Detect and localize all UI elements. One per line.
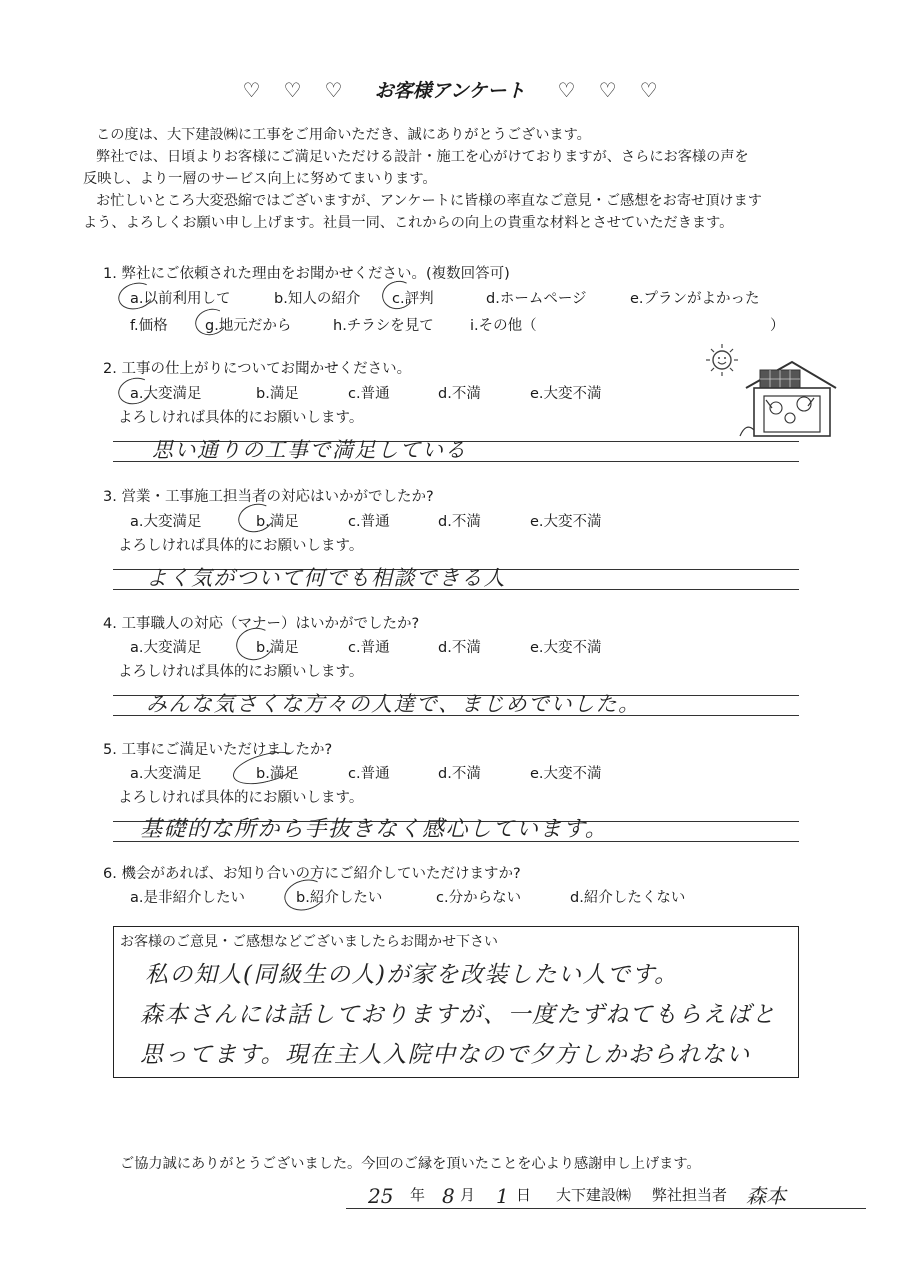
day-label: 日 xyxy=(516,1186,532,1204)
option-e[interactable]: e.プランがよかった xyxy=(630,291,760,307)
heart-icon: ♡ xyxy=(598,77,617,102)
option-c[interactable]: c.普通 xyxy=(348,514,390,530)
handwritten-comment-line: 思ってます。現在主人入院中なので夕方しかおられない xyxy=(140,1042,751,1068)
date-month: 8 xyxy=(442,1184,455,1208)
closing-message: ご協力誠にありがとうございました。今回のご縁を頂いたことを心より感謝申し上げます。 xyxy=(120,1156,701,1172)
option-b[interactable]: b.満足 xyxy=(256,766,299,782)
option-i-close: ） xyxy=(770,318,785,334)
option-d[interactable]: d.不満 xyxy=(438,766,481,782)
detail-request-label: よろしければ具体的にお願いします。 xyxy=(118,664,364,680)
option-b[interactable]: b.満足 xyxy=(256,640,299,656)
option-h[interactable]: h.チラシを見て xyxy=(333,318,434,334)
heart-icon: ♡ xyxy=(639,77,658,102)
option-a[interactable]: a.以前利用して xyxy=(130,291,231,307)
intro-line: この度は、大下建設㈱に工事をご用命いただき、誠にありがとうございます。 xyxy=(96,127,591,143)
answer-circle-mark xyxy=(115,279,157,313)
option-d[interactable]: d.紹介したくない xyxy=(570,890,686,906)
handwritten-answer: みんな気さくな方々の人達で、まじめでいした。 xyxy=(146,692,641,716)
option-c[interactable]: c.普通 xyxy=(348,640,390,656)
company-name: 大下建設㈱ xyxy=(556,1186,632,1204)
page-title: お客様アンケート xyxy=(374,80,526,102)
option-g[interactable]: g.地元だから xyxy=(205,318,292,334)
heart-icon: ♡ xyxy=(242,77,261,102)
intro-text xyxy=(83,124,836,234)
detail-request-label: よろしければ具体的にお願いします。 xyxy=(118,790,364,806)
option-a[interactable]: a.大変満足 xyxy=(130,766,202,782)
option-d[interactable]: d.不満 xyxy=(438,640,481,656)
comments-label: お客様のご意見・ご感想などございましたらお聞かせ下さい xyxy=(120,934,498,950)
handwritten-answer: 思い通りの工事で満足している xyxy=(152,438,467,462)
handwritten-comment-line: 私の知人(同級生の人)が家を改装したい人です。 xyxy=(145,962,679,988)
question-6: 6. 機会があれば、お知り合いの方にご紹介していただけますか? xyxy=(103,866,521,882)
option-b[interactable]: b.満足 xyxy=(256,514,299,530)
option-c[interactable]: c.評判 xyxy=(392,291,434,307)
detail-request-label: よろしければ具体的にお願いします。 xyxy=(118,410,364,426)
staff-name: 森本 xyxy=(746,1184,786,1208)
option-d[interactable]: d.不満 xyxy=(438,386,481,402)
survey-header xyxy=(0,76,900,103)
option-e[interactable]: e.大変不満 xyxy=(530,386,602,402)
handwritten-answer: 基礎的な所から手抜きなく感心しています。 xyxy=(140,817,609,842)
heart-icon: ♡ xyxy=(324,77,343,102)
option-b[interactable]: b.満足 xyxy=(256,386,299,402)
option-b[interactable]: b.紹介したい xyxy=(296,890,383,906)
option-c[interactable]: c.普通 xyxy=(348,766,390,782)
question-5: 5. 工事にご満足いただけましたか? xyxy=(103,742,333,758)
signature-line xyxy=(346,1208,866,1209)
question-1: 1. 弊社にご依頼された理由をお聞かせください。(複数回答可) xyxy=(103,266,510,282)
option-c[interactable]: c.普通 xyxy=(348,386,390,402)
question-4: 4. 工事職人の対応（マナー）はいかがでしたか? xyxy=(103,616,420,632)
heart-icon: ♡ xyxy=(283,77,302,102)
handwritten-comment-line: 森本さんには話しておりますが、一度たずねてもらえばと xyxy=(140,1002,777,1028)
option-b[interactable]: b.知人の紹介 xyxy=(274,291,361,307)
option-e[interactable]: e.大変不満 xyxy=(530,640,602,656)
intro-line: お忙しいところ大変恐縮ではございますが、アンケートに皆様の率直なご意見・ご感想をお寄せ頂けます xyxy=(96,193,762,209)
staff-label: 弊社担当者 xyxy=(652,1186,728,1204)
question-2: 2. 工事の仕上がりについてお聞かせください。 xyxy=(103,361,412,377)
date-day: 1 xyxy=(496,1184,509,1208)
option-a[interactable]: a.大変満足 xyxy=(130,514,202,530)
option-e[interactable]: e.大変不満 xyxy=(530,514,602,530)
question-3: 3. 営業・工事施工担当者の対応はいかがでしたか? xyxy=(103,489,434,505)
intro-line: よう、よろしくお願い申し上げます。社員一同、これからの向上の貴重な材料とさせていただきます。 xyxy=(83,215,734,231)
option-c[interactable]: c.分からない xyxy=(436,890,522,906)
family-house-illustration xyxy=(700,342,840,442)
heart-icon: ♡ xyxy=(557,77,576,102)
intro-line: 反映し、より一層のサービス向上に努めてまいります。 xyxy=(83,171,437,187)
option-i[interactable]: i.その他（ xyxy=(470,318,537,334)
year-label: 年 xyxy=(410,1186,426,1204)
option-e[interactable]: e.大変不満 xyxy=(530,766,602,782)
option-a[interactable]: a.是非紹介したい xyxy=(130,890,245,906)
month-label: 月 xyxy=(460,1186,476,1204)
option-a[interactable]: a.大変満足 xyxy=(130,640,202,656)
handwritten-answer: よく気がついて何でも相談できる人 xyxy=(146,566,506,590)
option-d[interactable]: d.不満 xyxy=(438,514,481,530)
intro-line: 弊社では、日頃よりお客様にご満足いただける設計・施工を心がけておりますが、さらにお客様の声を xyxy=(96,149,749,165)
date-year: 25 xyxy=(368,1184,394,1208)
detail-request-label: よろしければ具体的にお願いします。 xyxy=(118,538,364,554)
option-f[interactable]: f.価格 xyxy=(130,318,168,334)
option-a[interactable]: a.大変満足 xyxy=(130,386,202,402)
option-d[interactable]: d.ホームページ xyxy=(486,291,587,307)
